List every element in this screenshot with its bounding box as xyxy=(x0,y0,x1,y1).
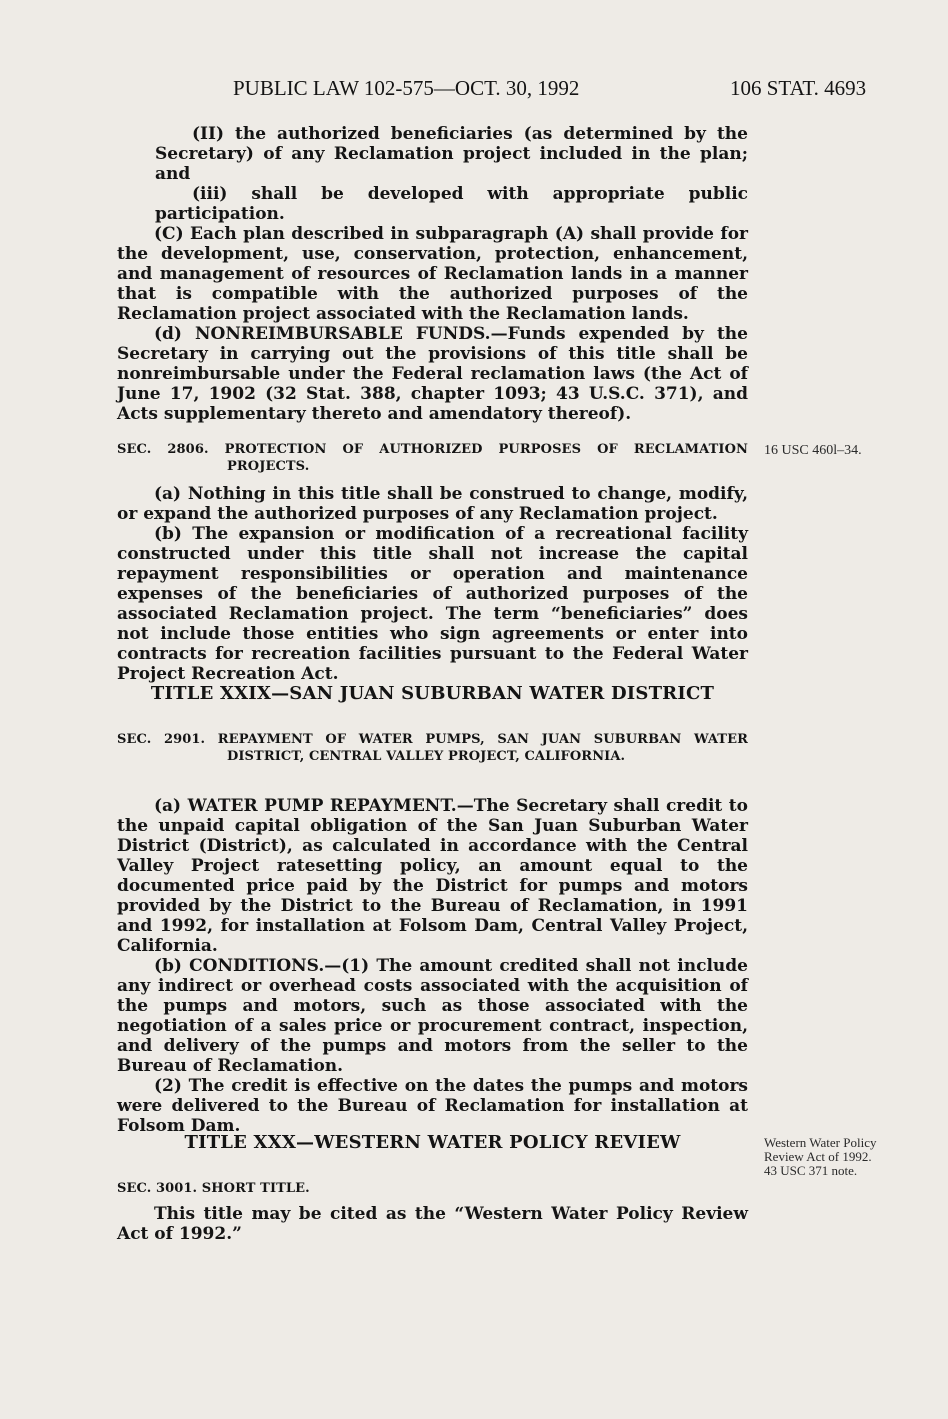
sec2806-a: (a) Nothing in this title shall be construed to change, modify, or expand the authorized purposes of any Reclamation project. xyxy=(117,484,748,524)
margin-note-16usc: 16 USC 460l–34. xyxy=(764,443,862,458)
subparagraph-c: (C) Each plan described in subparagraph (A) shall provide for the development, use, conservation, protection, enhancement, and management of resources of Reclamation lands in a manner that is compatible with the authorized purposes of the Reclamation project associated with the Reclamation lands. xyxy=(117,224,748,324)
title-30-heading: TITLE XXX—WESTERN WATER POLICY REVIEW xyxy=(184,1132,681,1153)
sec2901-b-2: (2) The credit is effective on the dates the pumps and motors were delivered to the Bureau of Reclamation for installation at Folsom Dam. xyxy=(117,1076,748,1136)
sec2901-a: (a) WATER PUMP REPAYMENT.—The Secretary shall credit to the unpaid capital obligation of the San Juan Suburban Water District (District), as calculated in accordance with the Central Valley Project ratesetting policy, an amount equal to the documented price paid by the District for pumps and motors provided by the District to the Bureau of Reclamation, in 1991 and 1992, for installation at Folsom Dam, Central Valley Project, California. xyxy=(117,796,748,956)
section-3001-body xyxy=(117,1204,748,1244)
clause-ii: (II) the authorized beneficiaries (as determined by the Secretary) of any Reclamation project included in the plan; and xyxy=(155,124,748,184)
subsection-d: (d) NONREIMBURSABLE FUNDS.—Funds expended by the Secretary in carrying out the provisions of this title shall be nonreimbursable under the Federal reclamation laws (the Act of June 17, 1902 (32 Stat. 388, chapter 1093; 43 U.S.C. 371), and Acts supplementary thereto and amendatory thereof). xyxy=(117,324,748,424)
margin-note-western-water: Western Water Policy Review Act of 1992. 43 USC 371 note. xyxy=(764,1135,877,1178)
section-2806-body xyxy=(117,484,748,684)
section-2901-heading: SEC. 2901. REPAYMENT OF WATER PUMPS, SAN JUAN SUBURBAN WATER DISTRICT, CENTRAL VALLEY PROJECT, CALIFORNIA. xyxy=(117,732,748,764)
subsection-d-heading: NONREIMBURSABLE FUNDS. xyxy=(195,324,491,344)
title-29-heading: TITLE XXIX—SAN JUAN SUBURBAN WATER DISTRICT xyxy=(150,683,715,704)
clause-iii: (iii) shall be developed with appropriate public participation. xyxy=(155,184,748,224)
sec2806-b: (b) The expansion or modification of a recreational facility constructed under this title shall not increase the capital repayment responsibilities or operation and maintenance expenses of the beneficiaries of authorized purposes of the associated Reclamation project. The term “beneficiaries” does not include those entities who sign agreements or enter into contracts for recreation facilities pursuant to the Federal Water Project Recreation Act. xyxy=(117,524,748,684)
sec2901-a-heading: WATER PUMP REPAYMENT. xyxy=(187,796,457,816)
section-2901-body xyxy=(117,796,748,1136)
sec2901-b-heading: CONDITIONS. xyxy=(189,956,325,976)
page-stat-number: 106 STAT. 4693 xyxy=(730,76,867,100)
sec2901-b: (b) CONDITIONS.—(1) The amount credited shall not include any indirect or overhead costs associated with the acquisition of the pumps and motors, such as those associated with the negotiation of a sales price or procurement contract, inspection, and delivery of the pumps and motors from the seller to the Bureau of Reclamation. xyxy=(117,956,748,1076)
sec3001-text: This title may be cited as the “Western Water Policy Review Act of 1992.” xyxy=(117,1204,748,1244)
section-2806-heading: SEC. 2806. PROTECTION OF AUTHORIZED PURPOSES OF RECLAMATION PROJECTS. xyxy=(117,442,748,474)
page-header xyxy=(0,76,948,108)
body-text xyxy=(117,124,748,424)
section-3001-heading: SEC. 3001. SHORT TITLE. xyxy=(117,1181,310,1196)
running-head: PUBLIC LAW 102-575—OCT. 30, 1992 xyxy=(233,76,580,100)
